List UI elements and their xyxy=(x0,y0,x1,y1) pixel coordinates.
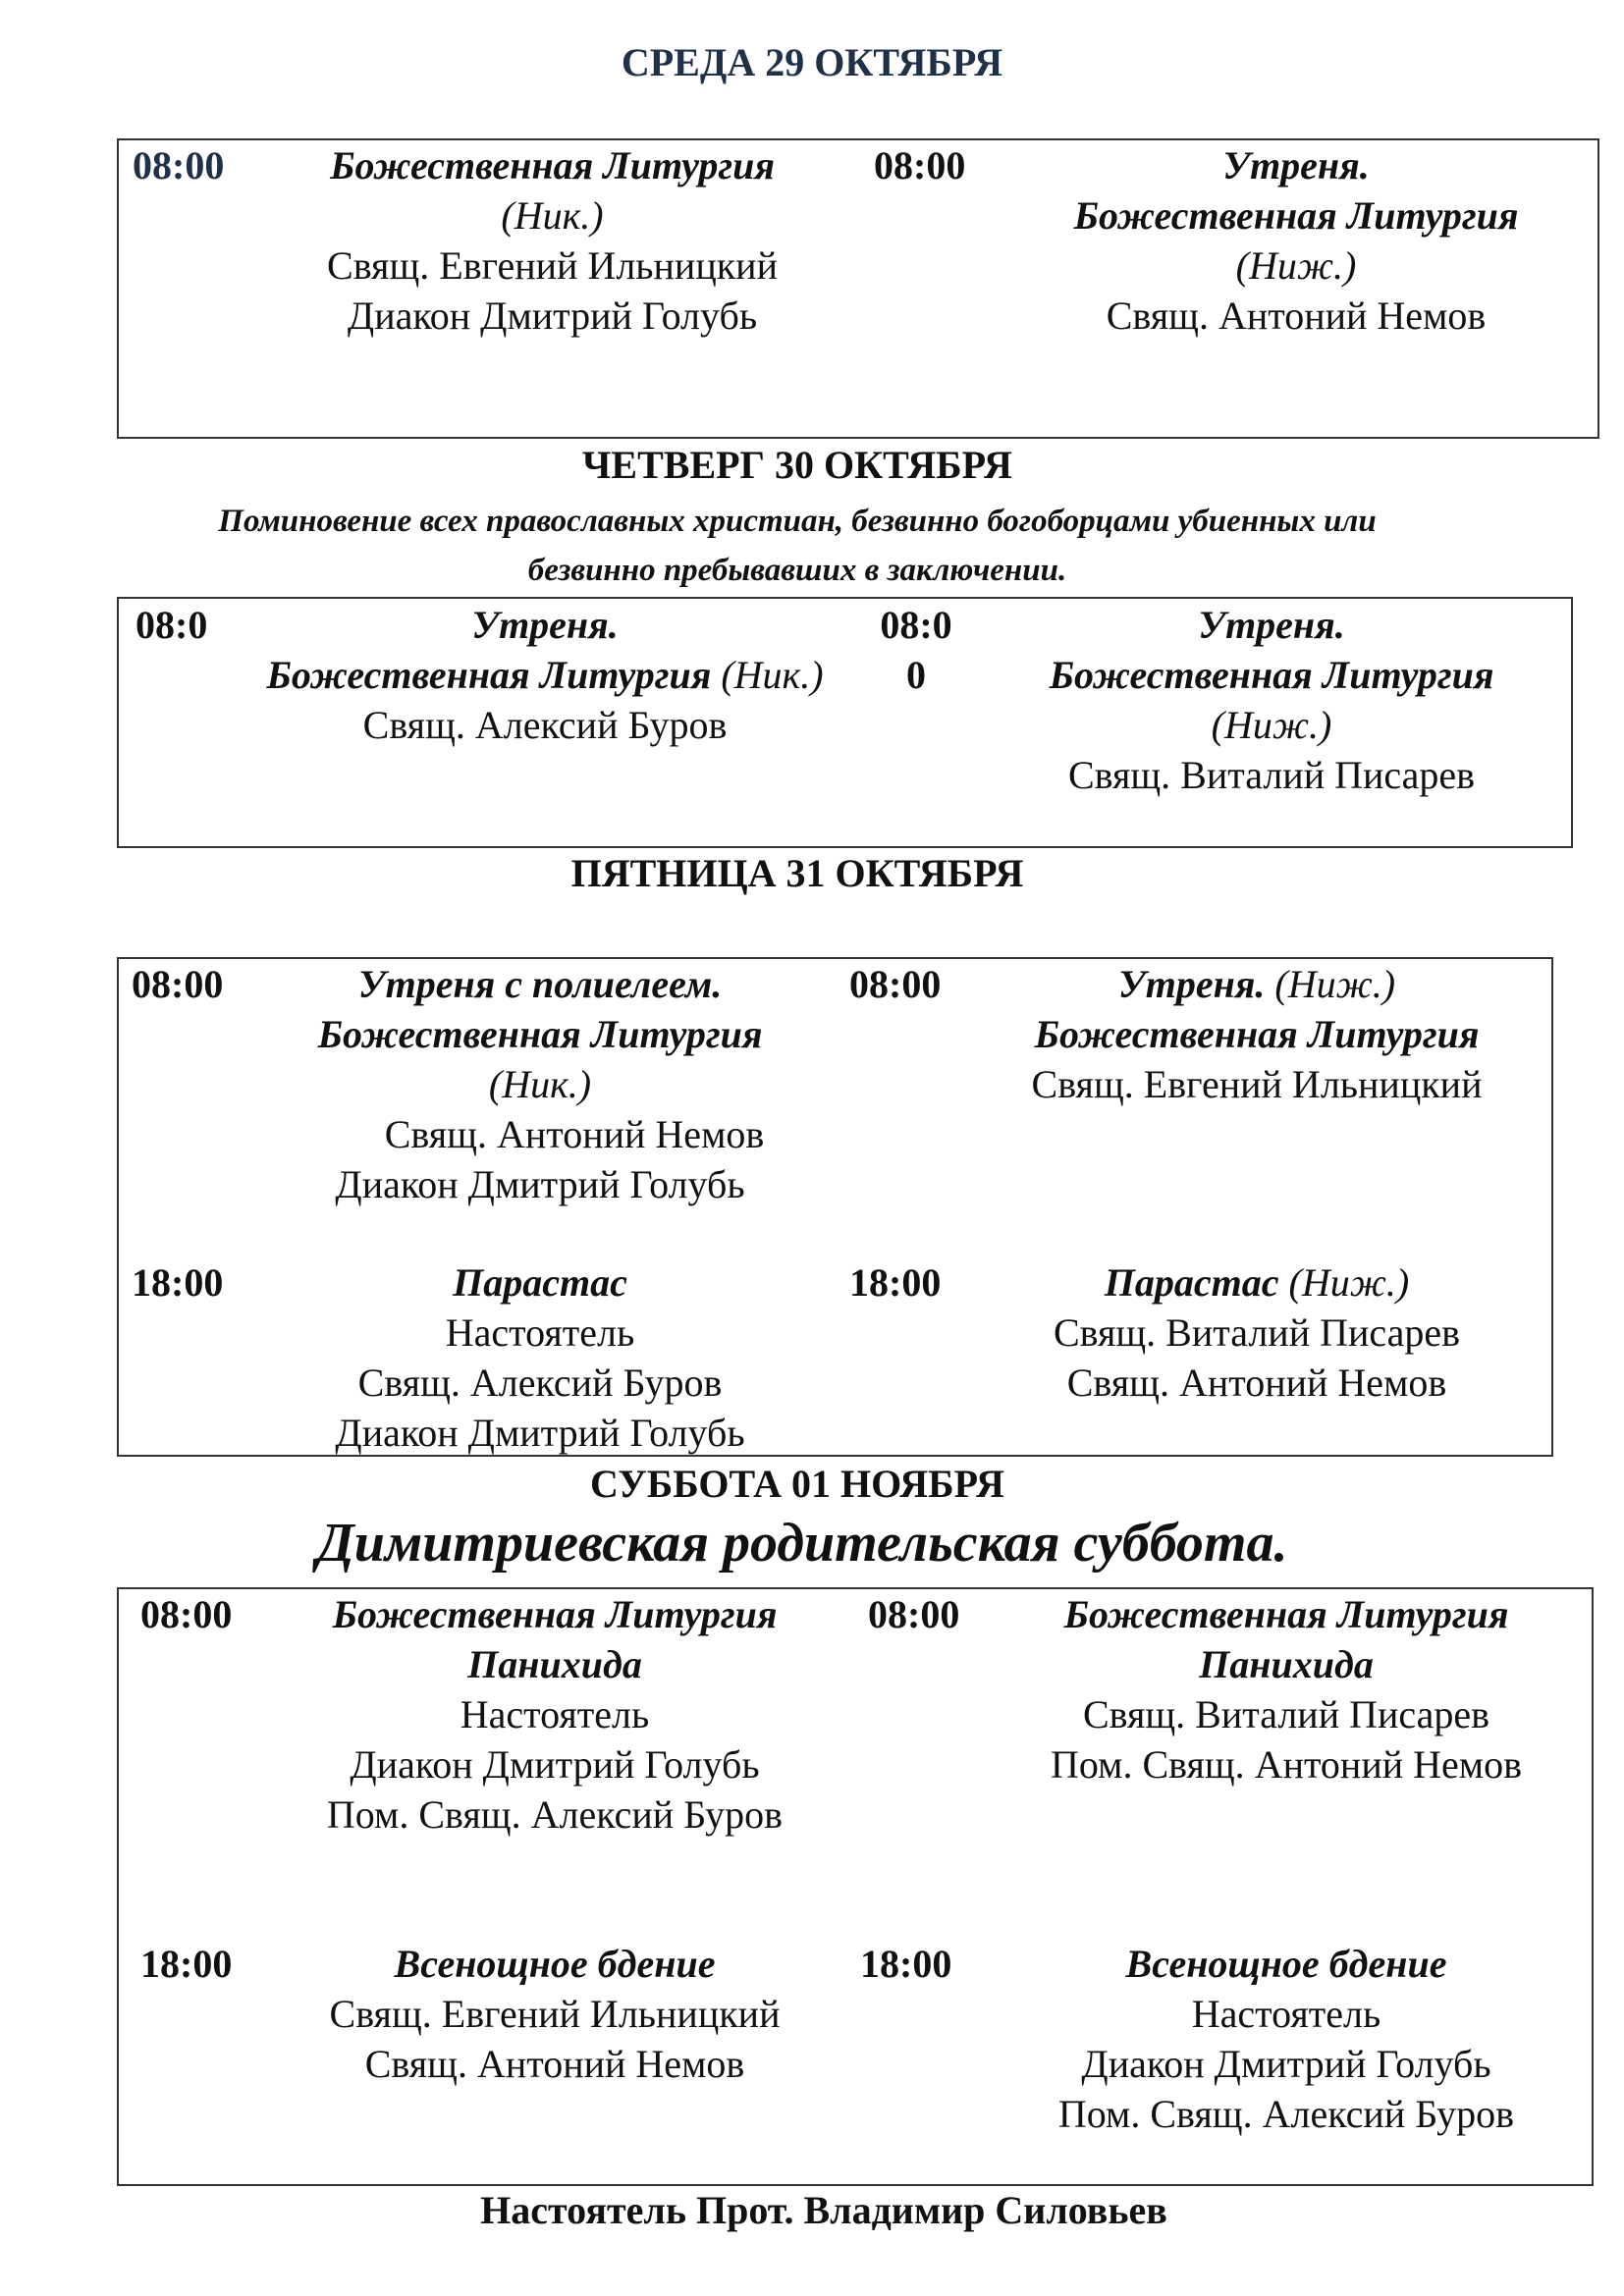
service-title: Парастас xyxy=(1104,1260,1279,1305)
service-block-right xyxy=(997,600,1546,800)
service-block-left xyxy=(226,600,864,750)
clergy-name: Свящ. Виталий Писарев xyxy=(1082,1692,1490,1736)
service-title: Утреня с полиелеем. xyxy=(357,962,723,1006)
service-block-right xyxy=(982,959,1532,1109)
service-time: 08:00 xyxy=(868,1592,960,1636)
service-time: 08:00 xyxy=(133,143,225,187)
service-block-right xyxy=(1021,140,1571,341)
church-label: (Ник.) xyxy=(501,193,604,238)
church-label: (Ник.) xyxy=(721,653,824,697)
service-title: Божественная Литургия xyxy=(266,653,712,697)
clergy-name: Диакон Дмитрий Голубь xyxy=(335,1411,745,1455)
commemoration-line: Поминовение всех православных христиан, безвинно богоборцами убиенных или xyxy=(218,504,1377,539)
service-title: Всенощное бдение xyxy=(394,1942,716,1986)
service-title: Утреня. xyxy=(471,603,619,647)
clergy-name: Свящ. Алексий Буров xyxy=(357,1361,723,1405)
service-time: 08:00 xyxy=(874,143,966,187)
service-block-right xyxy=(1011,1589,1561,1789)
clergy-name: Свящ. Евгений Ильницкий xyxy=(329,1992,781,2036)
service-title: Утреня. xyxy=(1198,603,1345,647)
day-heading-wednesday: СРЕДА 29 ОКТЯБРЯ xyxy=(621,40,1003,84)
service-title: Парастас xyxy=(453,1260,627,1305)
service-time: 08:00 xyxy=(140,1592,233,1636)
service-time xyxy=(877,600,955,700)
service-time: 18:00 xyxy=(132,1260,224,1305)
service-title: Божественная Литургия xyxy=(330,143,775,187)
service-block-right xyxy=(1011,1939,1561,2139)
day-heading-friday: ПЯТНИЦА 31 ОКТЯБРЯ xyxy=(570,851,1024,895)
time-fragment: 0 xyxy=(906,653,926,697)
clergy-name: Диакон Дмитрий Голубь xyxy=(350,1742,760,1787)
clergy-name: Настоятель xyxy=(1191,1992,1381,2036)
clergy-name: Свящ. Антоний Немов xyxy=(364,2042,745,2086)
clergy-name: Свящ. Антоний Немов xyxy=(1106,294,1487,338)
clergy-name: Свящ. Алексий Буров xyxy=(362,703,728,747)
clergy-name: Настоятель xyxy=(445,1310,635,1355)
clergy-name: Диакон Дмитрий Голубь xyxy=(1081,2042,1491,2086)
service-block-right xyxy=(982,1257,1532,1408)
clergy-name: Свящ. Виталий Писарев xyxy=(1053,1310,1461,1355)
service-time: 08:00 xyxy=(849,962,942,1006)
church-label: (Ниж.) xyxy=(1288,1260,1410,1305)
service-block-left xyxy=(280,1589,830,1840)
service-time: 18:00 xyxy=(860,1942,952,1986)
service-block-left xyxy=(265,1257,815,1458)
clergy-name: Пом. Свящ. Антоний Немов xyxy=(1051,1742,1522,1787)
clergy-name: Настоятель xyxy=(460,1692,650,1736)
clergy-name: Свящ. Антоний Немов xyxy=(384,1112,765,1156)
clergy-name: Диакон Дмитрий Голубь xyxy=(347,294,758,338)
rector-signature-line: Настоятель Прот. Владимир Силовьев xyxy=(480,2188,1167,2232)
service-block-left xyxy=(265,959,815,1209)
clergy-name: Свящ. Виталий Писарев xyxy=(1067,753,1476,797)
commemoration-line: безвинно пребывавших в заключении. xyxy=(527,553,1067,588)
service-time: 08:0 xyxy=(135,603,208,647)
church-label: (Ниж.) xyxy=(1235,243,1357,288)
service-title: Божественная Литургия xyxy=(317,1012,763,1056)
service-title: Всенощное бдение xyxy=(1125,1942,1447,1986)
service-title: Божественная Литургия xyxy=(1073,193,1519,238)
clergy-name: Свящ. Евгений Ильницкий xyxy=(1031,1062,1483,1106)
service-time: 18:00 xyxy=(849,1260,942,1305)
clergy-name: Диакон Дмитрий Голубь xyxy=(335,1162,745,1206)
service-title: Божественная Литургия xyxy=(1034,1012,1480,1056)
feast-title: Димитриевская родительская суббота. xyxy=(316,1513,1288,1574)
service-block-left xyxy=(280,1939,830,2089)
service-block-left xyxy=(275,140,830,341)
time-fragment: 08:0 xyxy=(880,603,952,647)
day-heading-thursday: ЧЕТВЕРГ 30 ОКТЯБРЯ xyxy=(582,443,1012,487)
commemoration-text xyxy=(0,497,1609,595)
church-label: (Ник.) xyxy=(488,1062,592,1106)
service-time: 08:00 xyxy=(132,962,224,1006)
clergy-name: Пом. Свящ. Алексий Буров xyxy=(326,1792,784,1837)
church-label: (Ниж.) xyxy=(1211,703,1332,747)
clergy-name: Пом. Свящ. Алексий Буров xyxy=(1057,2092,1515,2136)
service-title: Панихида xyxy=(1199,1642,1374,1686)
service-title: Божественная Литургия xyxy=(1049,653,1494,697)
clergy-name: Свящ. Евгений Ильницкий xyxy=(327,243,778,288)
service-title: Утреня. xyxy=(1117,962,1266,1006)
service-title: Панихида xyxy=(467,1642,642,1686)
church-label: (Ниж.) xyxy=(1274,962,1396,1006)
clergy-name: Свящ. Антоний Немов xyxy=(1066,1361,1447,1405)
service-time: 18:00 xyxy=(140,1942,233,1986)
service-title: Божественная Литургия xyxy=(332,1592,778,1636)
service-title: Утреня. xyxy=(1222,143,1370,187)
service-title: Божественная Литургия xyxy=(1063,1592,1509,1636)
day-heading-saturday: СУББОТА 01 НОЯБРЯ xyxy=(590,1462,1004,1506)
